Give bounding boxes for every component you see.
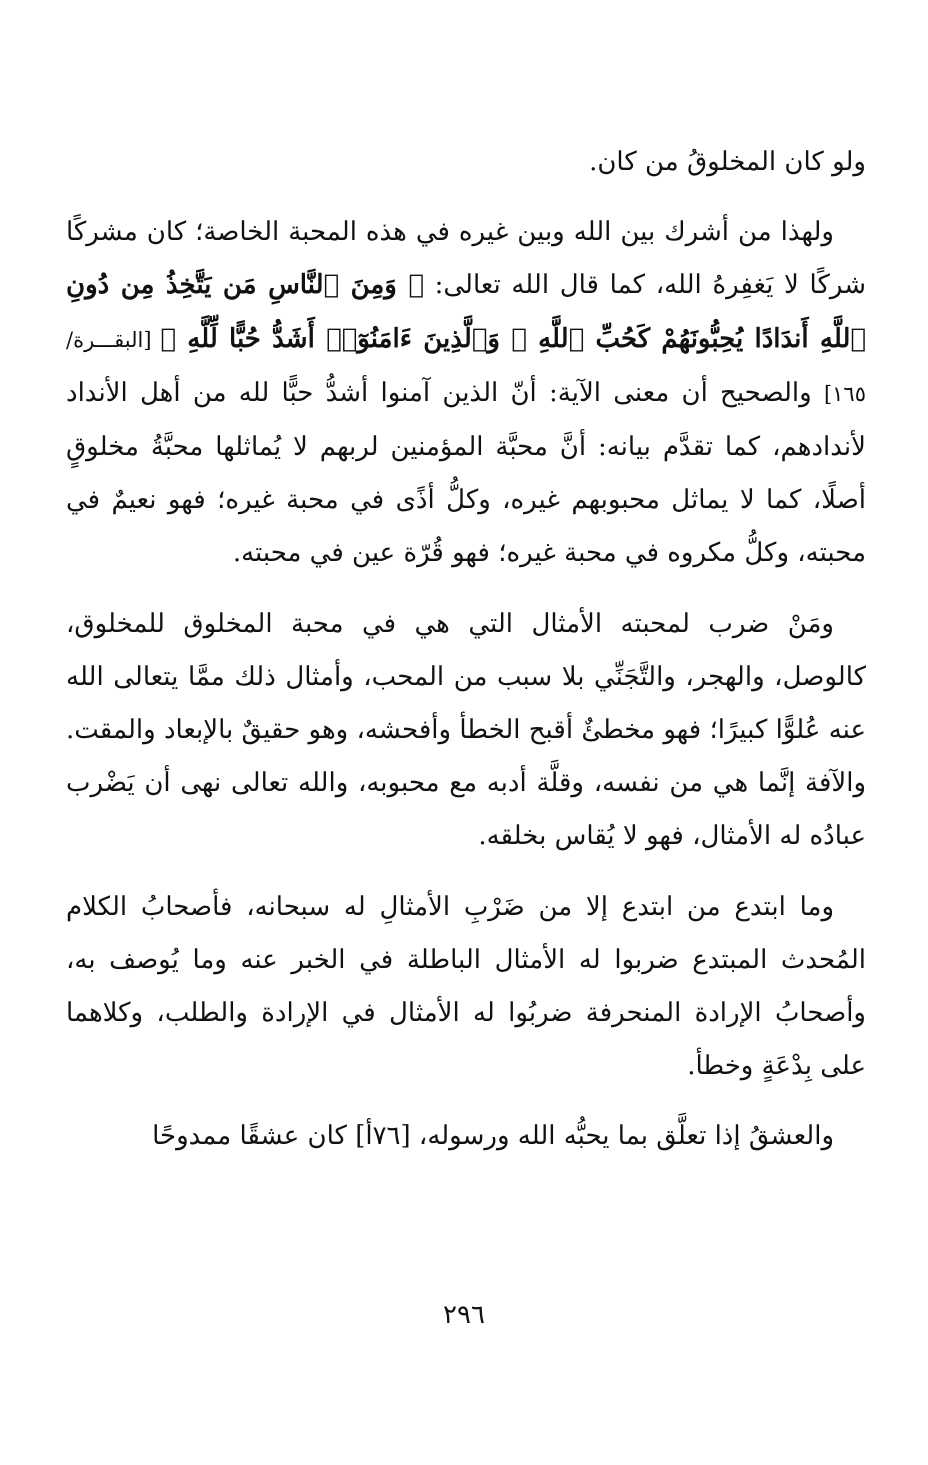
paragraph-2-body: والصحيح أن معنى الآية: أنّ الذين آمنوا أشدُّ حبًّا لله من أهل الأنداد لأندادهم، كما تقدَّم بيانه: أنَّ محبَّة المؤمنين لربهم لا يُماثلها محبَّةُ مخلوقٍ أصلًا، كما لا يماثل محبوبهم غيره، وكلُّ أذًى في محبة غيره؛ فهو نعيمٌ في محبته، وكلُّ مكروه في محبة غيره؛ فهو قُرّة عين في محبته. bbox=[66, 377, 866, 569]
paragraph-2-intro: ولهذا من أشرك بين الله وبين غيره في هذه المحبة الخاصة؛ كان مشركًا شركًا لا يَغفِرهُ الله، كما قال الله تعالى: bbox=[66, 217, 866, 301]
verse-reference: [البقـــرة/ ١٦٥] bbox=[66, 327, 866, 406]
paragraph-4: وما ابتدع من ابتدع إلا من ضَرْبِ الأمثالِ له سبحانه، فأصحابُ الكلام المُحدث المبتدع ضربوا له الأمثال الباطلة في الخبر عنه وما يُوصف به، وأصحابُ الإرادة المنحرفة ضربُوا له الأمثال في الإرادة والطلب، وكلاهما على بِدْعَةٍ وخطأ. bbox=[66, 891, 866, 1082]
paragraph-3: ومَنْ ضرب لمحبته الأمثال التي هي في محبة المخلوق للمخلوق، كالوصل، والهجر، والتَّجَنِّي بلا سبب من المحب، وأمثال ذلك ممَّا يتعالى الله عنه عُلوًّا كبيرًا؛ فهو مخطئٌ أقبح الخطأ وأفحشه، وهو حقيقٌ بالإبعاد والمقت. والآفة إنَّما هي من نفسه، وقلَّة أدبه مع محبوبه، والله تعالى نهى أن يَضْرب عبادُه له الأمثال، فهو لا يُقاس بخلقه. bbox=[66, 608, 866, 852]
paragraph-2 bbox=[66, 206, 866, 580]
paragraph-1: ولو كان المخلوقُ من كان. bbox=[589, 147, 866, 177]
page-number: ٢٩٦ bbox=[443, 1300, 485, 1330]
body-text bbox=[66, 136, 866, 1181]
quran-verse: ﴿ وَمِنَ ٱلنَّاسِ مَن يَتَّخِذُ مِن دُونِ ٱللَّهِ أَندَادًا يُحِبُّونَهُمْ كَحُبِّ ٱللَّهِ ۖ وَٱلَّذِينَ ءَامَنُوٓا۟ أَشَدُّ حُبًّا لِّلَّهِ ﴾ bbox=[66, 270, 866, 354]
paragraph-5: والعشقُ إذا تعلَّق بما يحبُّه الله ورسوله، [٧٦أ] كان عشقًا ممدوحًا bbox=[152, 1121, 834, 1152]
